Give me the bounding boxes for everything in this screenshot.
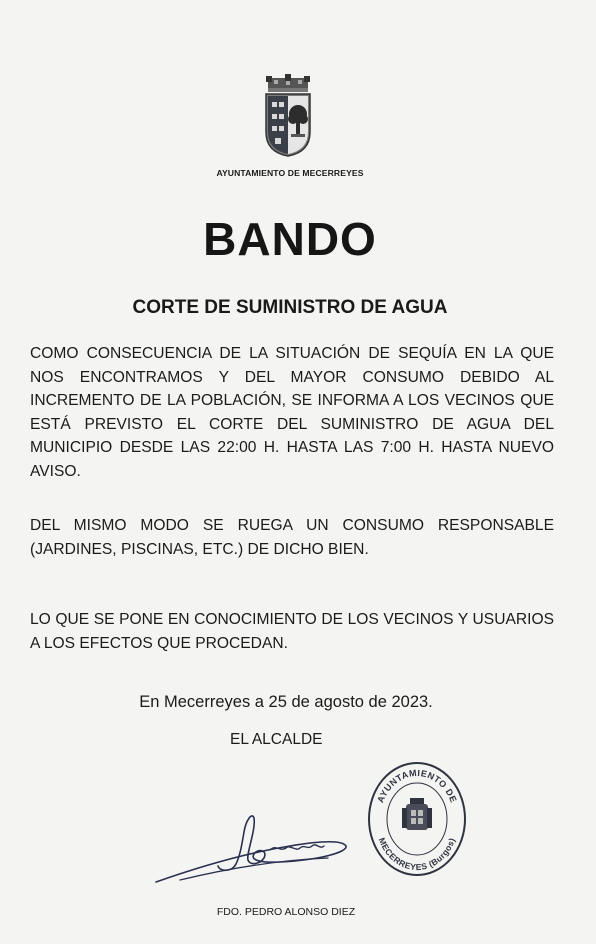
notice-paragraph-3: LO QUE SE PONE EN CONOCIMIENTO DE LOS VECINOS Y USUARIOS A LOS EFECTOS QUE PROCEDAN.: [30, 611, 554, 652]
signature-icon: [150, 810, 350, 890]
place-date: En Mecerreyes a 25 de agosto de 2023.: [139, 693, 433, 711]
coat-of-arms-icon: [262, 74, 314, 158]
stamp-text-top: AYUNTAMIENTO DE: [375, 767, 459, 805]
notice-paragraph-1: COMO CONSECUENCIA DE LA SITUACIÓN DE SEQUÍA EN LA QUE NOS ENCONTRAMOS Y DEL MAYOR CONSUMO DEBIDO AL INCREMENTO DE LA POBLACIÓN, SE INFORMA A LOS VECINOS QUE ESTÁ PREVISTO EL CORTE DEL SUMINISTRO DE AGUA DEL MUNICIPIO DESDE LAS 22:00 H. HASTA LAS 7:00 H. HASTA NUEVO AVISO.: [30, 345, 554, 480]
stamp-text-bottom: MECERREYES (Burgos): [376, 836, 458, 873]
notice-paragraph-2: DEL MISMO MODO SE RUEGA UN CONSUMO RESPONSABLE (JARDINES, PISCINAS, ETC.) DE DICHO BIEN.: [30, 517, 554, 558]
svg-text:MECERREYES (Burgos): [377, 836, 457, 872]
organization-name: AYUNTAMIENTO DE MECERREYES: [216, 168, 364, 178]
official-seal-icon: [366, 760, 468, 878]
mayor-title: EL ALCALDE: [230, 731, 323, 748]
notice-subtitle: CORTE DE SUMINISTRO DE AGUA: [132, 297, 448, 318]
signatory-name: FDO. PEDRO ALONSO DIEZ: [216, 906, 356, 918]
notice-title: BANDO: [203, 213, 377, 265]
